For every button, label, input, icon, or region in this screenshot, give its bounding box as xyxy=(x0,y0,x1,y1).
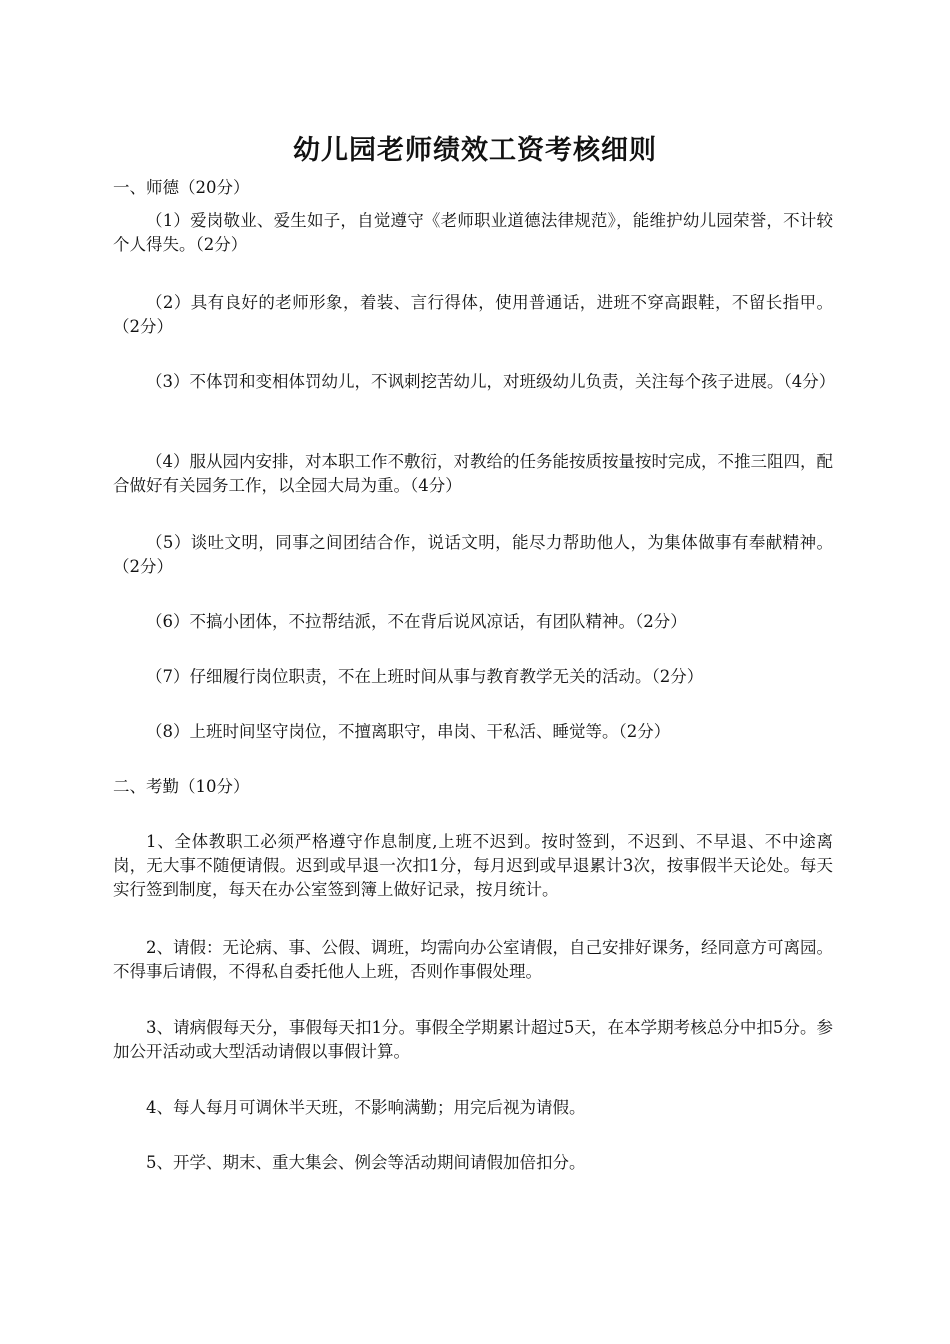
attendance-item-3: 3、请病假每天分，事假每天扣1分。事假全学期累计超过5天，在本学期考核总分中扣5分。参加公开活动或大型活动请假以事假计算。 xyxy=(113,1018,833,1061)
ethics-item-3: （3）不体罚和变相体罚幼儿，不讽刺挖苦幼儿，对班级幼儿负责，关注每个孩子进展。（4分） xyxy=(146,372,836,391)
ethics-item-2: （2）具有良好的老师形象，着装、言行得体，使用普通话，进班不穿高跟鞋，不留长指甲。（2分） xyxy=(113,293,833,336)
section-heading-ethics: 一、师德（20分） xyxy=(113,178,250,197)
attendance-item-4: 4、每人每月可调休半天班，不影响满勤；用完后视为请假。 xyxy=(146,1098,586,1117)
document-title: 幼儿园老师绩效工资考核细则 xyxy=(293,135,657,166)
ethics-item-4: （4）服从园内安排，对本职工作不敷衍，对教给的任务能按质按量按时完成，不推三阻四，配合做好有关园务工作，以全园大局为重。（4分） xyxy=(113,452,833,495)
ethics-item-6: （6）不搞小团体，不拉帮结派，不在背后说风凉话，有团队精神。（2分） xyxy=(146,612,687,631)
ethics-item-8: （8）上班时间坚守岗位，不擅离职守，串岗、干私活、睡觉等。（2分） xyxy=(146,722,671,741)
ethics-item-7: （7）仔细履行岗位职责，不在上班时间从事与教育教学无关的活动。（2分） xyxy=(146,667,704,686)
attendance-item-2: 2、请假：无论病、事、公假、调班，均需向办公室请假，自己安排好课务，经同意方可离园。不得事后请假，不得私自委托他人上班，否则作事假处理。 xyxy=(113,938,833,981)
section-heading-attendance: 二、考勤（10分） xyxy=(113,777,250,796)
ethics-item-5: （5）谈吐文明，同事之间团结合作，说话文明，能尽力帮助他人，为集体做事有奉献精神。（2分） xyxy=(113,533,833,576)
attendance-item-5: 5、开学、期末、重大集会、例会等活动期间请假加倍扣分。 xyxy=(146,1153,586,1172)
attendance-item-1: 1、全体教职工必须严格遵守作息制度,上班不迟到。按时签到，不迟到、不早退、不中途离岗，无大事不随便请假。迟到或早退一次扣1分，每月迟到或早退累计3次，按事假半天论处。每天实行签到制度，每天在办公室签到簿上做好记录，按月统计。 xyxy=(113,832,833,899)
ethics-item-1: （1）爱岗敬业、爱生如子，自觉遵守《老师职业道德法律规范》，能维护幼儿园荣誉，不计较个人得失。（2分） xyxy=(113,211,833,254)
